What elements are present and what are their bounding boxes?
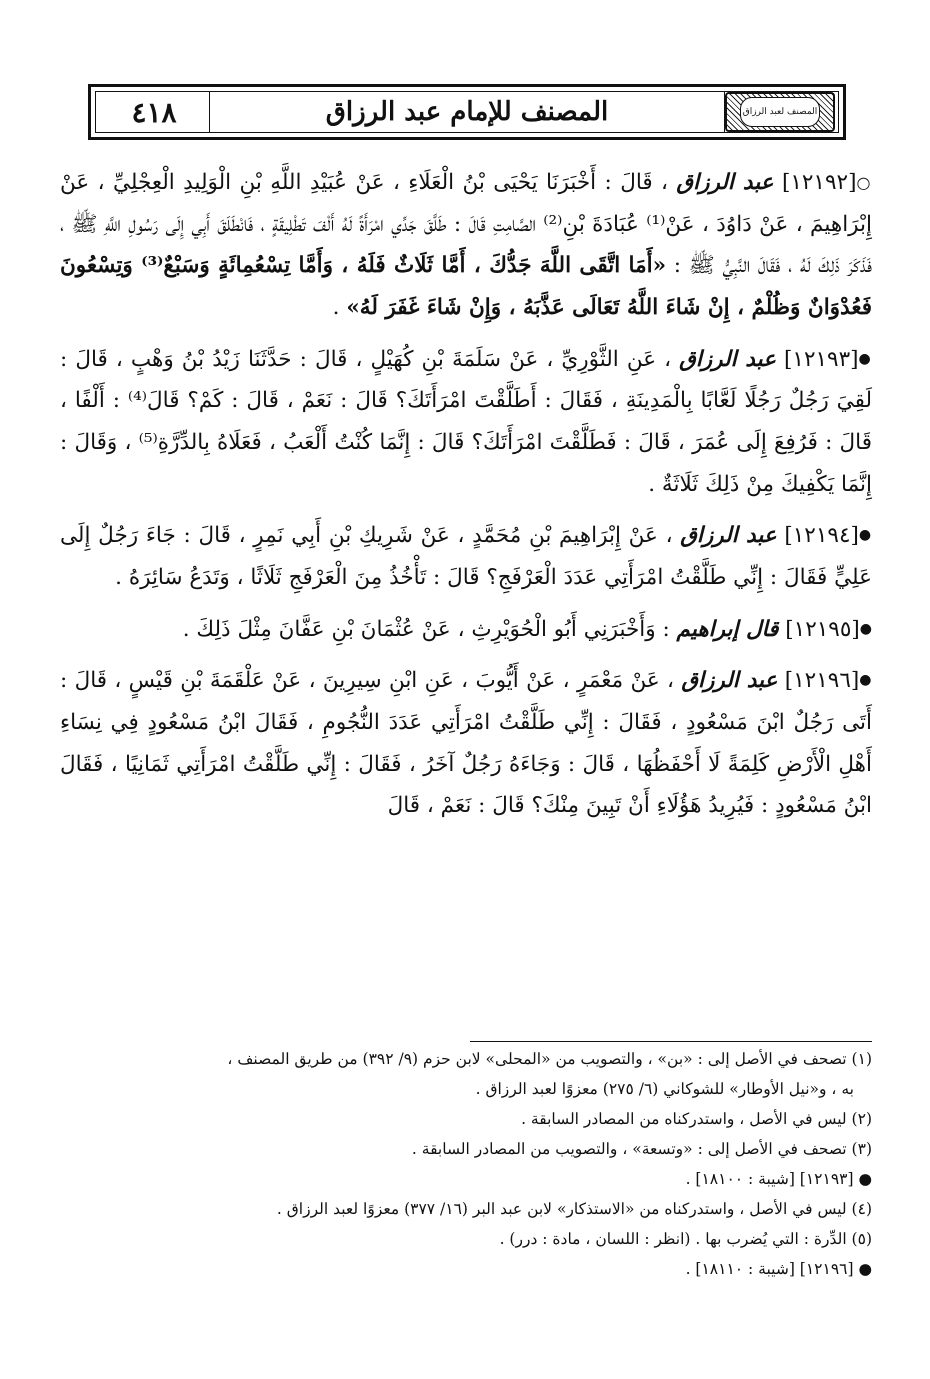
prophet-quote: «أَمَا اتَّقَى اللَّهَ جَدُّكَ ، أَمَّا ثَلَاثٌ فَلَهُ ، وَأَمَّا تِسْعُمِائَةٍ وَسَبْعٌ⁽³⁾ وَتِسْعُونَ فَعُدْوَانٌ وَظُلْمٌ ، إِنْ شَاءَ اللَّهُ تَعَالَى عَذَّبَهُ ، وَإِنْ شَاءَ غَفَرَ لَهُ» — [60, 253, 872, 320]
narrator-name: عبد الرزاق — [679, 346, 776, 372]
footnote-2: (٢) ليس في الأصل ، واستدركناه من المصادر السابقة . — [521, 1110, 872, 1128]
running-title: المصنف للإمام عبد الرزاق — [209, 92, 725, 132]
hadith-text: : وَأَخْبَرَنِي أَبُو الْحُوَيْرِثِ ، عَنْ عُثْمَانَ بْنِ عَفَّانَ مِثْلَ ذَلِكَ . — [182, 616, 670, 642]
footnote-5: (٥) الدِّرة : التي يُضرب بها . (انظر : اللسان ، مادة : درر) . — [499, 1230, 872, 1248]
hadith-text: ، عَنِ الثَّوْرِيِّ ، عَنْ سَلَمَةَ بْنِ كُهَيْلٍ ، قَالَ : حَدَّثَنَا زَيْدُ بْنُ وَهْبٍ ، قَالَ : لَقِيَ رَجُلٌ رَجُلًا لَعَّابًا بِالْمَدِينَةِ ، فَقَالَ : أَطَلَّقْتَ امْرَأَتَكَ؟ قَالَ : نَعَمْ ، قَالَ : كَمْ؟ قَالَ⁽⁴⁾ : أَلْفًا ، قَالَ : فَرُفِعَ إِلَى عُمَرَ ، قَالَ : فَطَلَّقْتَ امْرَأَتَكَ؟ قَالَ : إِنَّمَا كُنْتُ أَلْعَبُ ، فَعَلَاهُ بِالدِّرَّةِ⁽⁵⁾ ، وَقَالَ : إِنَّمَا يَكْفِيكَ مِنْ ذَلِكَ ثَلَاثَةٌ . — [60, 346, 872, 497]
main-text — [60, 162, 872, 837]
hadith-number: [١٢١٩٣] — [784, 346, 859, 372]
hadith-number: [١٢١٩٤] — [784, 523, 859, 549]
hadith-text-end: . — [332, 294, 340, 320]
narrator-name: عبد الرزاق — [681, 668, 778, 694]
hadith-text: ، قَالَ : أَخْبَرَنَا يَحْيَى بْنُ الْعَلَاءِ ، عَنْ عُبَيْدِ اللَّهِ بْنِ الْوَلِيدِ الْعِجْلِيِّ ، عَنْ إِبْرَاهِيمَ ، عَنْ دَاوُدَ ، عَنْ⁽¹⁾ عُبَادَةَ بْنِ⁽²⁾ الصَّامِتِ قَالَ : طَلَّقَ جَدِّي امْرَأَةً لَهُ أَلْفَ تَطْلِيقَةٍ ، فَانْطَلَقَ أَبِي إِلَى رَسُولِ اللَّهِ ﷺ ، فَذَكَرَ ذَلِكَ لَهُ ، فَقَالَ النَّبِيُّ ﷺ : — [60, 170, 872, 279]
hadith-12195 — [60, 609, 872, 651]
hadith-text: ، عَنْ إِبْرَاهِيمَ بْنِ مُحَمَّدٍ ، عَنْ شَرِيكِ بْنِ أَبِي نَمِرٍ ، قَالَ : جَاءَ رَجُلٌ إِلَى عَلِيٍّ فَقَالَ : إِنِّي طَلَّقْتُ امْرَأَتِي عَدَدَ الْعَرْفَجِ؟ قَالَ : تَأْخُذُ مِنَ الْعَرْفَجِ ثَلَاثًا ، وَتَدَعُ سَائِرَهُ . — [60, 523, 872, 590]
hadith-12196 — [60, 660, 872, 827]
hadith-text: ، عَنْ مَعْمَرٍ ، عَنْ أَيُّوبَ ، عَنِ ابْنِ سِيرِينَ ، عَنْ عَلْقَمَةَ بْنِ قَيْسٍ ، قَالَ : أَتَى رَجُلٌ ابْنَ مَسْعُودٍ ، فَقَالَ : إِنِّي طَلَّقْتُ امْرَأَتِي عَدَدَ النُّجُومِ ، فَقَالَ ابْنُ مَسْعُودٍ فِي نِسَاءِ أَهْلِ الْأَرْضِ كَلِمَةً لَا أَحْفَظُهَا ، قَالَ : وَجَاءَهُ رَجُلٌ آخَرُ ، فَقَالَ : إِنِّي طَلَّقْتُ امْرَأَتِي ثَمَانِيًا ، فَقَالَ ابْنُ مَسْعُودٍ : فَيُرِيدُ هَؤُلَاءِ أَنْ تَبِينَ مِنْكَ؟ قَالَ : نَعَمْ ، قَالَ — [60, 668, 872, 819]
header-seal-ornament — [725, 92, 835, 132]
narrator-name: قال إبراهيم — [676, 616, 779, 642]
filled-circle-icon: ● — [858, 527, 872, 544]
hadith-number: [١٢١٩٦] — [784, 668, 860, 694]
filled-circle-icon: ● — [859, 672, 872, 689]
hollow-circle-icon: ○ — [856, 173, 873, 193]
footnote-3: (٣) تصحف في الأصل إلى : «وتسعة» ، والتصويب من المصادر السابقة . — [411, 1140, 872, 1158]
page-header — [88, 84, 846, 140]
footnotes — [60, 1044, 872, 1284]
source-ref-12196: ● [١٢١٩٦] [شيبة : ١٨١١٠] . — [685, 1260, 872, 1278]
filled-circle-icon: ● — [859, 620, 872, 637]
narrator-name: عبد الرزاق — [676, 170, 774, 195]
footnote-1: (١) تصحف في الأصل إلى : «بن» ، والتصويب من «المحلى» لابن حزم (٩/ ٣٩٢) من طريق المصنف ، — [227, 1050, 872, 1068]
footnote-divider — [470, 1041, 872, 1042]
hadith-12193 — [60, 339, 872, 506]
filled-circle-icon: ● — [858, 350, 872, 367]
page-number: ٤١٨ — [131, 95, 177, 129]
header-seal-text: المصنف لعبد الرزاق — [740, 97, 820, 127]
narrator-name: عبد الرزاق — [680, 523, 777, 549]
hadith-number: [١٢١٩٢] — [781, 170, 857, 195]
source-ref-12193: ● [١٢١٩٣] [شيبة : ١٨١٠٠] . — [685, 1170, 872, 1188]
footnote-1-continued: به ، و«نيل الأوطار» للشوكاني (٦/ ٢٧٥) معزوًا لعبد الرزاق . — [475, 1080, 854, 1098]
footnote-4: (٤) ليس في الأصل ، واستدركناه من «الاستذكار» لابن عبد البر (١٦/ ٣٧٧) معزوًا لعبد الرزاق . — [276, 1200, 872, 1218]
hadith-12192 — [60, 162, 872, 329]
hadith-number: [١٢١٩٥] — [785, 616, 860, 642]
hadith-12194 — [60, 515, 872, 598]
